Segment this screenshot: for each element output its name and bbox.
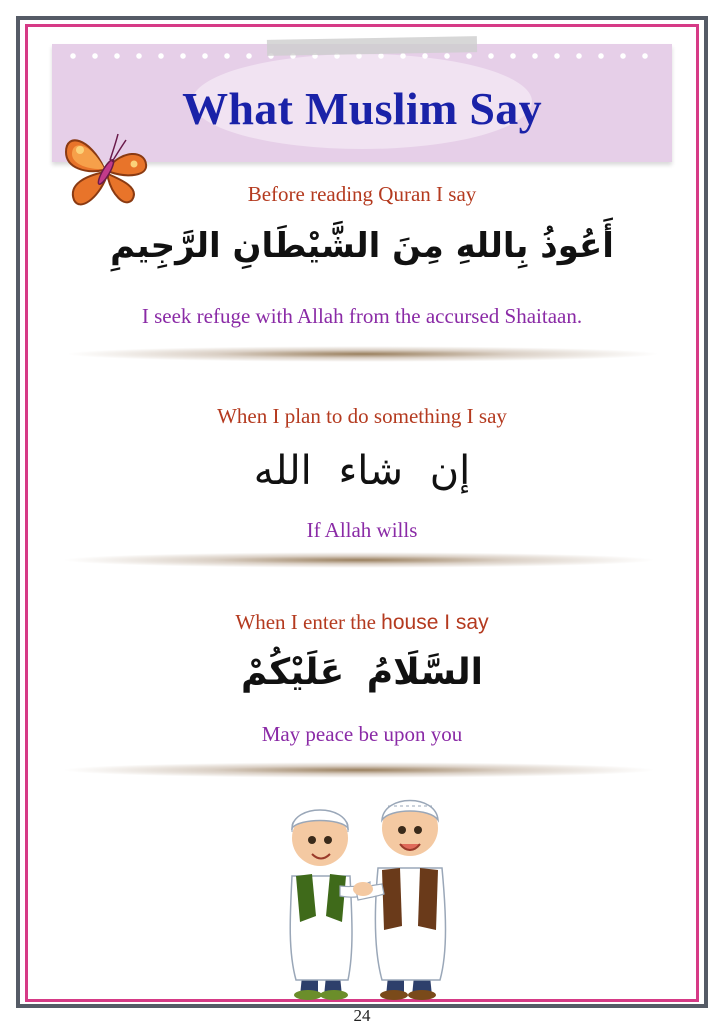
divider-1 [64,346,662,362]
section-2-label: When I plan to do something I say [217,404,507,428]
left-boy-figure [290,810,370,1000]
page-number: 24 [353,1006,371,1025]
page-title: What Muslim Say [182,83,542,134]
section-1-label: Before reading Quran I say [247,182,477,206]
section-1-meaning: I seek refuge with Allah from the accursed Shaitaan. [141,304,583,328]
section-3-label-part2: house I say [381,611,489,634]
section-1-arabic: أَعُوذُ بِاللهِ مِنَ الشَّيْطَانِ الرَّجِيمِ [110,226,614,266]
section-2-arabic: إن شاء الله [253,448,471,494]
section-3-label-part1: When I enter the [235,610,382,634]
section-3-label [0,610,724,635]
handshake-hands [353,882,373,896]
boys-greeting-illustration [270,776,470,1001]
section-3-meaning: May peace be upon you [261,722,463,746]
section-2-meaning: If Allah wills [306,518,418,542]
right-boy-figure [356,800,446,1000]
divider-2 [60,552,658,568]
section-3-arabic: السَّلَامُ عَلَيْكُمْ [241,652,483,693]
